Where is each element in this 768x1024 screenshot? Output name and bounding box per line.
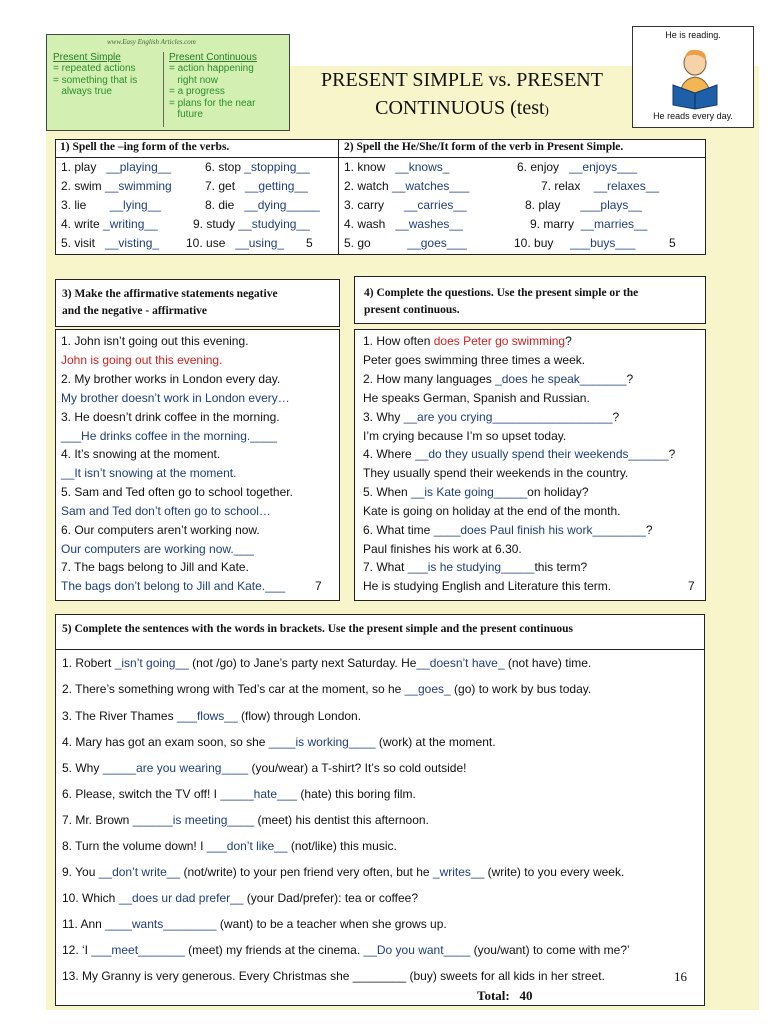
answer: ____wants________	[105, 917, 217, 931]
s2-row	[344, 236, 467, 250]
answer: _____are you wearing____	[102, 761, 249, 775]
s3-answer: The bags don’t belong to Jill and Kate.___	[61, 579, 286, 593]
text: 9. You	[62, 865, 99, 879]
s3-question: 2. My brother works in London every day.	[61, 372, 281, 386]
verb: 1. know	[344, 160, 386, 174]
s1-row	[61, 198, 161, 212]
s3-question: 7. The bags belong to Jill and Kate.	[61, 560, 249, 574]
section-3-heading-box	[55, 279, 340, 327]
site-credit: www.Easy English Articles.com	[107, 38, 196, 46]
answer: __does ur dad prefer__	[118, 891, 244, 905]
answer: ____is working____	[268, 735, 376, 749]
total-score	[477, 988, 533, 1004]
text: (work) at the moment.	[375, 735, 496, 749]
s5-item	[62, 787, 416, 801]
verb: 2. swim	[61, 179, 102, 193]
title-line-2	[292, 94, 632, 124]
s3-answer: Our computers are working now.___	[61, 542, 254, 556]
answer: ___flows__	[176, 709, 238, 723]
s3-answer: ___He drinks coffee in the morning.____	[61, 429, 277, 443]
s5-item	[62, 943, 630, 957]
s3-question: 1. John isn’t going out this evening.	[61, 334, 249, 348]
answer: __Do you want____	[363, 943, 471, 957]
text: (you/wear) a T-shirt? It’s so cold outside!	[248, 761, 467, 775]
section-5-heading: 5) Complete the sentences with the words in brackets. Use the present simple and the present continuous	[62, 623, 573, 635]
total-label: Total:	[477, 988, 510, 1003]
text: (not/like) this music.	[287, 839, 397, 853]
s5-item	[62, 917, 447, 931]
text: 6. Please, switch the TV off! I	[62, 787, 221, 801]
s4-question	[363, 447, 675, 461]
pc-item: = plans for the near	[169, 97, 256, 109]
q-text: ?	[612, 410, 620, 424]
s5-score: 16	[674, 969, 687, 984]
answer: ___buys___	[570, 236, 636, 250]
verb: 7. relax	[541, 179, 581, 193]
divider	[339, 157, 705, 158]
q-text: 5. When	[363, 485, 412, 499]
s4-question	[363, 485, 589, 499]
s5-item	[62, 682, 591, 696]
ps-item: always true	[53, 86, 112, 98]
pic-caption-bottom: He reads every day.	[653, 111, 733, 121]
answer: _____hate___	[220, 787, 298, 801]
answer: __carries__	[404, 198, 467, 212]
s2-row-right	[517, 160, 637, 174]
answer: __don’t write__	[98, 865, 181, 879]
s1-row	[61, 179, 172, 193]
ps-item: = repeated actions	[53, 63, 136, 75]
answer: __using_	[235, 236, 285, 250]
answer: __dying_____	[244, 198, 320, 212]
q-text: 7. What	[363, 560, 408, 574]
answer: ___plays__	[580, 198, 642, 212]
verb: 1. play	[61, 160, 97, 174]
s3-score: 7	[315, 579, 322, 593]
text: 7. Mr. Brown	[62, 813, 133, 827]
title-line-2-text: CONTINUOUS (test	[375, 97, 545, 119]
total-value: 40	[519, 988, 533, 1003]
answer: ___don’t like__	[206, 839, 288, 853]
s1-row	[61, 236, 159, 250]
s1-row-right	[193, 217, 310, 231]
text: (not/write) to your pen friend very often, but he	[180, 865, 433, 879]
s5-item	[62, 891, 418, 905]
text: 4. Mary has got an exam soon, so she	[62, 735, 269, 749]
q-text: 4. Where	[363, 447, 416, 461]
s1-row-right	[205, 160, 310, 174]
answer: ___meet_______	[91, 943, 185, 957]
q-text: ?	[668, 447, 676, 461]
verb: 3. lie	[61, 198, 87, 212]
q-answer: __do they usually spend their weekends______	[415, 447, 669, 461]
present-continuous-column	[169, 52, 257, 120]
s4-question	[363, 523, 653, 537]
answer: __swimming	[105, 179, 172, 193]
verb: 4. wash	[344, 217, 386, 231]
section-5-heading-box	[55, 614, 705, 651]
s3-answer: My brother doesn’t work in London every…	[61, 391, 290, 405]
s2-row	[344, 198, 467, 212]
text: 10. Which	[62, 891, 119, 905]
section-3-heading	[62, 286, 278, 320]
text: (go) to work by bus today.	[450, 682, 592, 696]
answer: __marries__	[580, 217, 648, 231]
s3-question: 4. It’s snowing at the moment.	[61, 447, 221, 461]
verb: 9. marry	[530, 217, 575, 231]
present-continuous-title: Present Continuous	[169, 52, 257, 63]
text: 2. There’s something wrong with Ted’s car at the moment, so he	[62, 682, 405, 696]
section-2-heading: 2) Spell the He/She/It form of the verb in Present Simple.	[344, 141, 624, 153]
text: (meet) my friends at the cinema.	[184, 943, 364, 957]
answer: __visting_	[105, 236, 160, 250]
s4-reply: He is studying English and Literature this term.	[363, 579, 612, 593]
s1-row	[61, 160, 171, 174]
text: 8. Turn the volume down! I	[62, 839, 207, 853]
s4-question	[363, 372, 633, 386]
s4-question	[363, 334, 572, 348]
answer: __getting__	[245, 179, 308, 193]
verb: 10. buy	[514, 236, 554, 250]
text: (not have) time.	[504, 656, 592, 670]
text: (hate) this boring film.	[297, 787, 416, 801]
s2-row-right	[514, 236, 635, 250]
s1-score: 5	[306, 236, 313, 250]
verb: 7. get	[205, 179, 236, 193]
s2-row-right	[541, 179, 659, 193]
s3-question: 5. Sam and Ted often go to school together.	[61, 485, 293, 499]
q-text: ?	[645, 523, 653, 537]
q-text: ?	[565, 334, 572, 348]
q-text: 2. How many languages	[363, 372, 496, 386]
answer: __enjoys___	[569, 160, 638, 174]
s4-reply: They usually spend their weekends in the country.	[363, 466, 629, 480]
text: (you/want) to come with me?’	[470, 943, 630, 957]
verb: 8. play	[525, 198, 561, 212]
verb: 10. use	[186, 236, 226, 250]
text: (flow) through London.	[237, 709, 362, 723]
s1-row	[61, 217, 158, 231]
verb: 6. enjoy	[517, 160, 560, 174]
s4-question	[363, 410, 619, 424]
s5-item	[62, 656, 591, 670]
answer: __playing__	[106, 160, 172, 174]
heading-line: 4) Complete the questions. Use the present simple or the	[364, 287, 639, 299]
text: 13. My Granny is very generous. Every Christmas she ________ (buy) sweets for all kids in her street.	[62, 969, 605, 983]
answer: __knows_	[395, 160, 450, 174]
answer: __lying__	[109, 198, 162, 212]
text: (write) to you every week.	[484, 865, 625, 879]
answer: __studying__	[238, 217, 310, 231]
pic-caption-top: He is reading.	[665, 30, 721, 40]
verb: 2. watch	[344, 179, 389, 193]
page-title	[292, 66, 632, 124]
s5-item	[62, 813, 429, 827]
q-text: 1. How often	[363, 334, 434, 348]
s4-reply: Kate is going on holiday at the end of the month.	[363, 504, 621, 518]
s3-answer: John is going out this evening.	[61, 353, 223, 367]
s2-row-right	[525, 198, 642, 212]
q-text: 6. What time	[363, 523, 434, 537]
section-1-heading: 1) Spell the –ing form of the verbs.	[60, 141, 230, 153]
verb: 5. visit	[61, 236, 96, 250]
s3-question: 3. He doesn’t drink coffee in the morning.	[61, 410, 280, 424]
answer: __goes___	[407, 236, 467, 250]
s2-score: 5	[669, 236, 676, 250]
q-text: this term?	[534, 560, 588, 574]
text: (not /go) to Jane’s party next Saturday. He	[188, 656, 417, 670]
s4-reply: Paul finishes his work at 6.30.	[363, 542, 522, 556]
text: 5. Why	[62, 761, 103, 775]
q-answer: _does he speak_______	[495, 372, 627, 386]
title-paren: )	[544, 102, 549, 117]
s1-row-right	[186, 236, 284, 250]
heading-line: and the negative - affirmative	[62, 305, 207, 317]
reading-picture	[632, 26, 754, 128]
s4-question	[363, 560, 587, 574]
verb: 8. die	[205, 198, 235, 212]
text: (your Dad/prefer): tea or coffee?	[243, 891, 419, 905]
verb: 3. carry	[344, 198, 385, 212]
s2-row	[344, 160, 449, 174]
text: (meet) his dentist this afternoon.	[254, 813, 429, 827]
text: 11. Ann	[62, 917, 106, 931]
answer: _stopping__	[244, 160, 310, 174]
s2-row-right	[530, 217, 647, 231]
answer: ______is meeting____	[132, 813, 255, 827]
s4-score: 7	[688, 579, 695, 593]
q-text: 3. Why	[363, 410, 404, 424]
text: (want) to be a teacher when she grows up.	[216, 917, 447, 931]
answer: _isn’t going__	[114, 656, 189, 670]
q-answer: __is Kate going_____	[411, 485, 528, 499]
s5-item	[62, 865, 624, 879]
boy-reading-icon	[663, 43, 727, 111]
s5-item	[62, 969, 605, 983]
pc-item: = action happening	[169, 63, 254, 75]
section-4-heading-box	[354, 276, 706, 324]
s2-row	[344, 217, 463, 231]
divider	[163, 52, 164, 127]
s3-question: 6. Our computers aren’t working now.	[61, 523, 260, 537]
present-simple-title: Present Simple	[53, 52, 121, 63]
answer: __doesn’t have_	[416, 656, 505, 670]
q-answer: ____does Paul finish his work________	[433, 523, 646, 537]
verb: 6. stop	[205, 160, 242, 174]
title-line-1: PRESENT SIMPLE vs. PRESENT	[321, 69, 603, 91]
answer: __washes__	[395, 217, 463, 231]
s1-row-right	[205, 198, 320, 212]
ps-item: = something that is	[53, 74, 138, 86]
answer: _writing__	[103, 217, 158, 231]
answer: __goes_	[404, 682, 451, 696]
verb: 5. go	[344, 236, 371, 250]
s4-reply: Peter goes swimming three times a week.	[363, 353, 586, 367]
heading-line: 3) Make the affirmative statements negative	[62, 288, 278, 300]
section-4-heading	[364, 285, 638, 319]
s2-row	[344, 179, 469, 193]
q-answer: ___is he studying_____	[407, 560, 535, 574]
text: 12. ‘I	[62, 943, 92, 957]
s3-answer: __It isn’t snowing at the moment.	[61, 466, 237, 480]
s4-reply: I’m crying because I’m so upset today.	[363, 429, 567, 443]
text: 1. Robert	[62, 656, 115, 670]
heading-line: present continuous.	[364, 304, 460, 316]
s3-answer: Sam and Ted don’t often go to school…	[61, 504, 271, 518]
verb: 9. study	[193, 217, 236, 231]
pc-item: future	[169, 109, 203, 121]
s1-row-right	[205, 179, 308, 193]
text: 3. The River Thames	[62, 709, 177, 723]
s5-item	[62, 839, 397, 853]
answer: _writes__	[432, 865, 485, 879]
pc-item: right now	[169, 74, 218, 86]
tense-summary-box	[46, 34, 290, 131]
answer: __watches___	[392, 179, 470, 193]
present-simple-column	[53, 52, 137, 98]
s4-reply: He speaks German, Spanish and Russian.	[363, 391, 590, 405]
pc-item: = a progress	[169, 86, 225, 98]
s5-item	[62, 735, 496, 749]
q-text: on holiday?	[527, 485, 589, 499]
q-text: ?	[626, 372, 634, 386]
s5-item	[62, 761, 466, 775]
answer: __relaxes__	[593, 179, 660, 193]
verb: 4. write	[61, 217, 100, 231]
s5-item	[62, 709, 361, 723]
q-answer: does Peter go swimming	[433, 334, 566, 348]
q-answer: __are you crying__________________	[403, 410, 613, 424]
divider	[56, 157, 339, 158]
